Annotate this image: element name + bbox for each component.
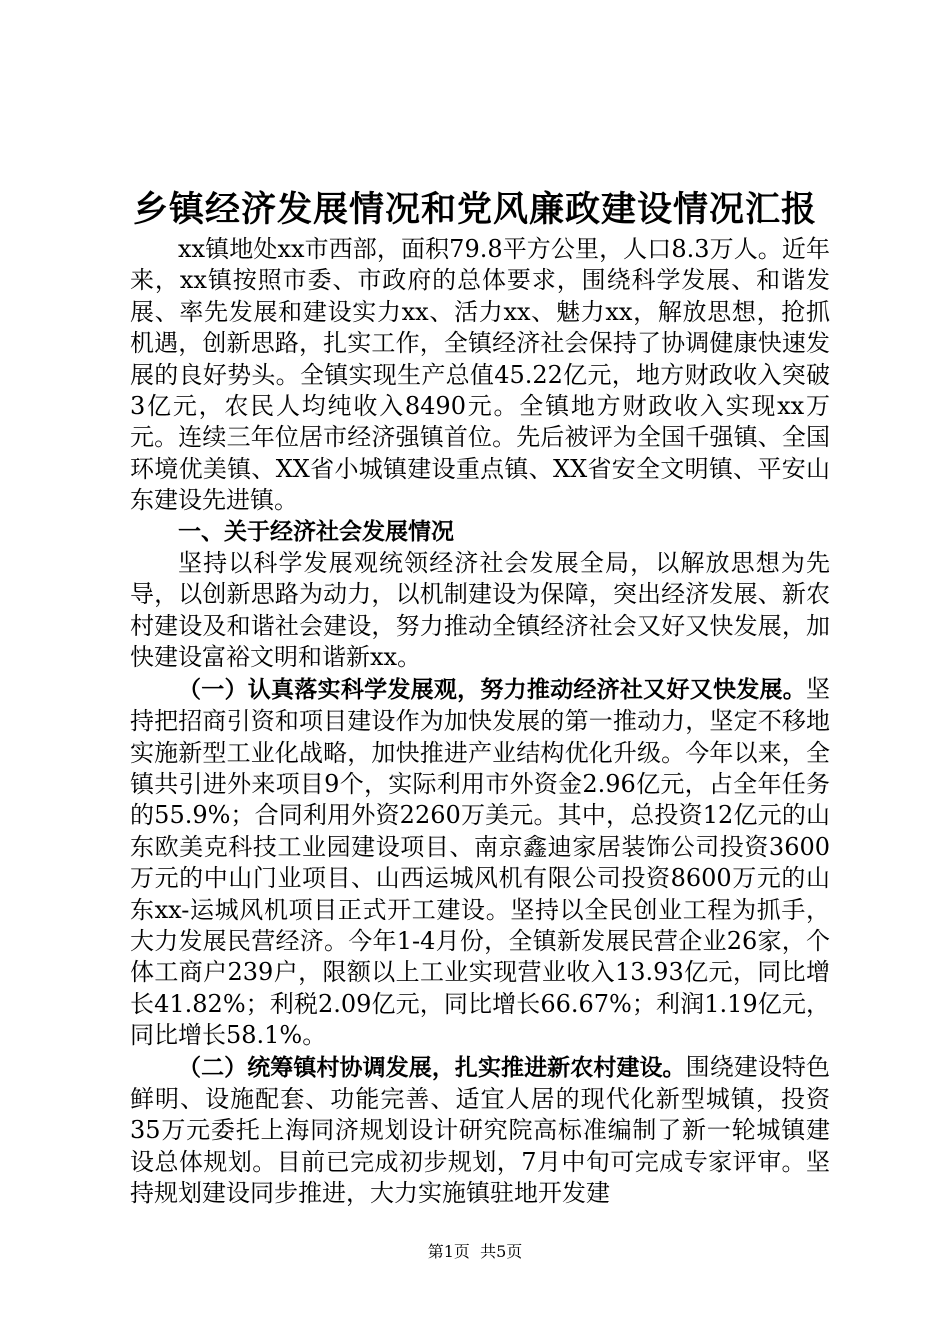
page-footer: 第1页 共5页 xyxy=(427,1242,523,1261)
document-body xyxy=(130,234,830,1210)
subsection-1-lead: （一）认真落实科学发展观，努力推动经济社又好又快发展。 xyxy=(178,676,806,703)
subsection-2-body: 围绕建设特色鲜明、设施配套、功能完善、适宜人居的现代化新型城镇，投资35万元委托上海同济规划设计研究院高标准编制了新一轮城镇建设总体规划。目前已完成初步规划，7月中旬可完成专家评审。坚持规划建设同步推进，大力实施镇驻地开发建 xyxy=(130,1052,831,1208)
section-heading-economic-development: 一、关于经济社会发展情况 xyxy=(178,518,454,545)
subsection-2-paragraph xyxy=(130,1052,830,1210)
section-intro-paragraph: 坚持以科学发展观统领经济社会发展全局，以解放思想为先导，以创新思路为动力，以机制建设为保障，突出经济发展、新农村建设及和谐社会建设，努力推动全镇经济社会又好又快发展，加快建设富裕文明和谐新xx。 xyxy=(130,549,830,672)
subsection-2-lead: （二）统筹镇村协调发展，扎实推进新农村建设。 xyxy=(178,1054,686,1081)
document-title: 乡镇经济发展情况和党风廉政建设情况汇报 xyxy=(132,189,817,230)
subsection-1-paragraph xyxy=(130,674,830,1052)
subsection-1-body: 坚持把招商引资和项目建设作为加快发展的第一推动力，坚定不移地实施新型工业化战略，加快推进产业结构优化升级。今年以来，全镇共引进外来项目9个，实际利用市外资金2.96亿元，占全年任务的55.9%；合同利用外资2260万美元。其中，总投资12亿元的山东欧美克科技工业园建设项目、南京鑫迪家居装饰公司投资3600万元的中山门业项目、山西运城风机有限公司投资8600万元的山东xx-运城风机项目正式开工建设。坚持以全民创业工程为抓手，大力发展民营经济。今年1-4月份，全镇新发展民营企业26家，个体工商户239户，限额以上工业实现营业收入13.93亿元，同比增长41.82%；利税2.09亿元，同比增长66.67%；利润1.19亿元，同比增长58.1%。 xyxy=(130,674,830,1050)
intro-paragraph: xx镇地处xx市西部，面积79.8平方公里，人口8.3万人。近年来，xx镇按照市委、市政府的总体要求，围绕科学发展、和谐发展、率先发展和建设实力xx、活力xx、魅力xx，解放思想，抢抓机遇，创新思路，扎实工作，全镇经济社会保持了协调健康快速发展的良好势头。全镇实现生产总值45.22亿元，地方财政收入突破3亿元，农民人均纯收入8490元。全镇地方财政收入实现xx万元。连续三年位居市经济强镇首位。先后被评为全国千强镇、全国环境优美镇、XX省小城镇建设重点镇、XX省安全文明镇、平安山东建设先进镇。 xyxy=(130,235,830,515)
